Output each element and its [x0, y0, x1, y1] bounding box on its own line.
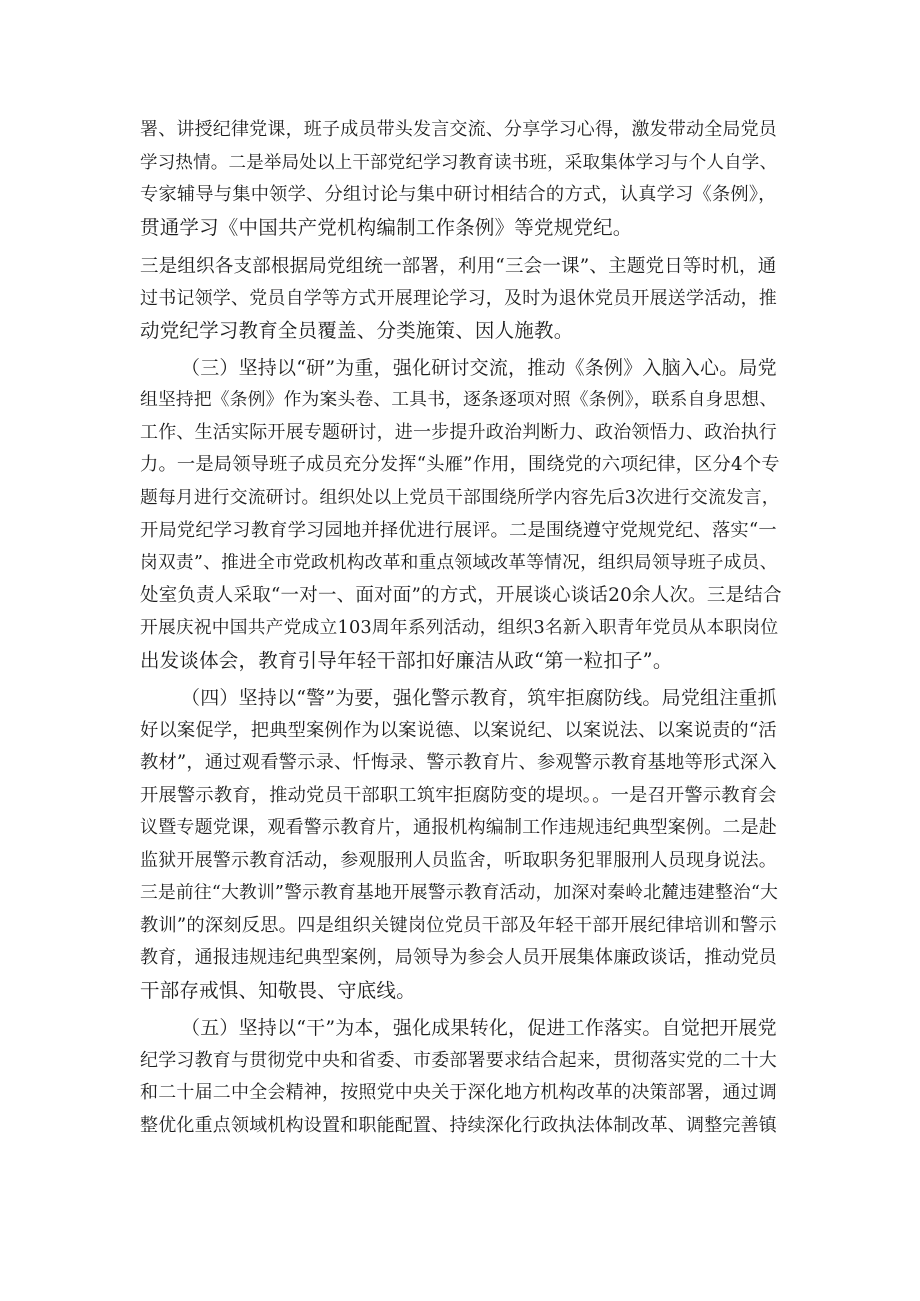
- paragraph-line: 贯通学习《中国共产党机构编制工作条例》等党规党纪。: [140, 216, 633, 239]
- paragraph-line: 好以案促学，把典型案例作为以案说德、以案说纪、以案说法、以案说责的“活: [140, 720, 777, 741]
- paragraph-line: 开展警示教育，推动党员干部职工筑牢拒腐防变的堤坝。。一是召开警示教育会: [140, 785, 777, 806]
- paragraph-line: 教训”的深刻反思。四是组织关键岗位党员干部及年轻干部开展纪律培训和警示: [140, 915, 777, 936]
- paragraph-line: 岗双责”、推进全市党政机构改革和重点领域改革等情况，组织局领导班子成员、: [140, 553, 778, 573]
- paragraph-line: 纪学习教育与贯彻党中央和省委、市委部署要求结合起来，贯彻落实党的二十大: [140, 1050, 777, 1071]
- paragraph-line: 干部存戒惧、知敬畏、守底线。: [140, 979, 416, 1002]
- paragraph-line: 教材”，通过观看警示录、忏悔录、警示教育片、参观警示教育基地等形式深入: [140, 752, 777, 773]
- paragraph-line: 处室负责人采取“一对一、面对面”的方式，开展谈心谈话20余人次。三是结合: [140, 585, 782, 606]
- paragraph-line: 开展庆祝中国共产党成立103周年系列活动，组织3名新入职青年党员从本职岗位: [140, 618, 779, 638]
- paragraph-line: 题每月进行交流研讨。组织处以上党员干部围绕所学内容先后3次进行交流发言，: [140, 488, 780, 508]
- paragraph-line: 出发谈体会，教育引导年轻干部扣好廉洁从政“第一粒扣子”。: [140, 649, 673, 672]
- paragraph-line: 署、讲授纪律党课，班子成员带头发言交流、分享学习心得，激发带动全局党员: [140, 119, 777, 140]
- paragraph-line: 议暨专题党课，观看警示教育片，通报机构编制工作违规违纪典型案例。二是赴: [140, 817, 777, 838]
- paragraph-line: 专家辅导与集中领学、分组讨论与集中研讨相结合的方式，认真学习《条例》，: [140, 184, 777, 205]
- section-heading-5: （五）坚持以“干”为本，强化成果转化，促进工作落实。自觉把开展党: [181, 1017, 777, 1039]
- paragraph-line: 三是组织各支部根据局党组统一部署，利用“三会一课”、主题党日等时机，通: [140, 256, 777, 277]
- paragraph-line: 开局党纪学习教育学习园地并择优进行展评。二是围绕遵守党规党纪、落实“一: [140, 520, 777, 541]
- paragraph-line: 学习热情。二是举局处以上干部党纪学习教育读书班，采取集体学习与个人自学、: [140, 153, 778, 173]
- paragraph-line: 工作、生活实际开展专题研讨，进一步提升政治判断力、政治领悟力、政治执行: [140, 422, 777, 443]
- section-heading-4: （四）坚持以“警”为要，强化警示教育，筑牢拒腐防线。局党组注重抓: [181, 687, 777, 709]
- paragraph-line: 整优化重点领域机构设置和职能配置、持续深化行政执法体制改革、调整完善镇: [140, 1115, 777, 1136]
- paragraph-line: 力。一是局领导班子成员充分发挥“头雁”作用，围绕党的六项纪律，区分4个专: [140, 454, 780, 475]
- paragraph-line: 监狱开展警示教育活动，参观服刑人员监舍，听取职务犯罪服刑人员现身说法。: [140, 850, 777, 871]
- section-heading-3: （三）坚持以“研”为重，强化研讨交流，推动《条例》入脑入心。局党: [181, 357, 777, 379]
- paragraph-line: 过书记领学、党员自学等方式开展理论学习，及时为退休党员开展送学活动，推: [140, 288, 777, 309]
- paragraph-line: 组坚持把《条例》作为案头卷、工具书，逐条逐项对照《条例》，联系自身思想、: [140, 390, 778, 410]
- paragraph-line: 教育，通报违规违纪典型案例，局领导为参会人员开展集体廉政谈话，推动党员: [140, 947, 777, 968]
- paragraph-line: 动党纪学习教育全员覆盖、分类施策、因人施教。: [140, 319, 574, 342]
- paragraph-line: 三是前往“大教训”警示教育基地开展警示教育活动，加深对秦岭北麓违建整治“大: [140, 883, 779, 903]
- paragraph-line: 和二十届二中全会精神，按照党中央关于深化地方机构改革的决策部署，通过调: [140, 1082, 777, 1103]
